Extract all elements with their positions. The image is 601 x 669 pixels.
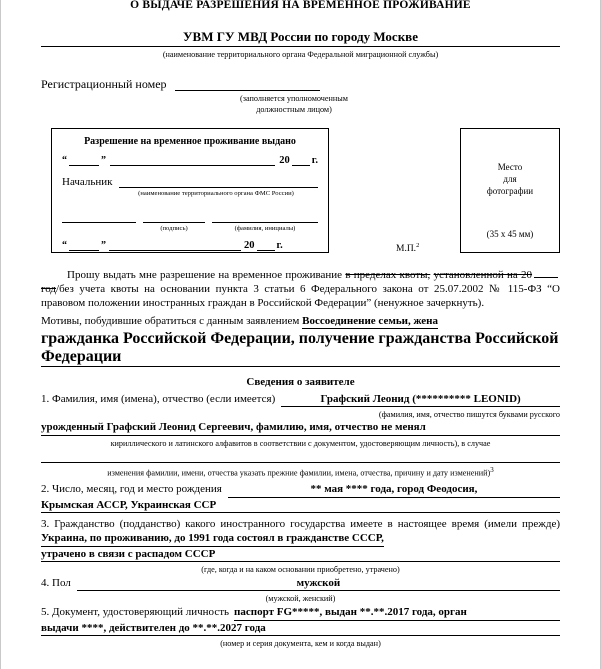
request-part1: Прошу выдать мне разрешение на временное проживание [67, 269, 343, 281]
item-birth-label: Число, месяц, год и место рождения [52, 483, 222, 496]
request-paragraph [41, 266, 560, 311]
registration-number-row [41, 77, 560, 91]
signature-row [62, 211, 318, 223]
signature-caption: (подпись) [160, 225, 188, 232]
photo-placeholder-box [460, 128, 560, 253]
item-birth-row [41, 482, 560, 497]
photo-size-label: (35 х 45 мм) [486, 229, 534, 239]
item-full-name-value-line2[interactable]: урожденный Графский Леонид Сергеевич, фамилию, имя, отчество не менял [41, 420, 560, 435]
item-birth [41, 482, 560, 513]
stamp-place-text: М.П. [396, 244, 417, 254]
motives-value-line2[interactable]: гражданка Российской Федерации, получение гражданства Российской Федерации [41, 330, 559, 366]
organization-caption: (наименование территориального органа Федеральной миграционной службы) [162, 50, 439, 59]
item-identity-document-value-line2[interactable]: выдачи ****, действителен до **.**.2027 года [41, 621, 560, 636]
item-full-name-caption3 [41, 465, 560, 479]
registration-number-input[interactable] [175, 77, 320, 91]
motives-value-line1[interactable]: Воссоединение семьи, жена [302, 314, 438, 330]
item-full-name-caption3-sup: 3 [490, 465, 494, 474]
request-struck-quota: в пределах квоты, [345, 269, 431, 281]
motives-row [41, 314, 560, 330]
registration-number-caption [194, 93, 394, 115]
item-birth-value-line2[interactable]: Крымская АССР, Украинская ССР [41, 498, 560, 513]
page-title: О ВЫДАЧЕ РАЗРЕШЕНИЯ НА ВРЕМЕННОЕ ПРОЖИВАНИЕ [130, 0, 471, 11]
permit-month-input-2[interactable] [109, 239, 241, 251]
item-citizenship-value-line2[interactable]: утрачено в связи с распадом СССР [41, 547, 560, 562]
request-struck-established: установленной на 20 [433, 269, 533, 281]
item-sex-number: 4. [41, 576, 50, 589]
signature-input[interactable] [143, 211, 205, 223]
permit-day-input-2[interactable] [69, 239, 99, 251]
stamp-place-footnote: 2 [416, 241, 420, 249]
item-full-name-caption1: (фамилия, имя, отчество пишутся буквами русского [378, 410, 560, 420]
signature-blank-caption [62, 224, 136, 233]
photo-label-line1: Место [497, 162, 523, 172]
permit-day-input[interactable] [69, 154, 99, 166]
item-citizenship-label: Гражданство (подданство) какого иностранного государства имеете в настоящее время (имели прежде) [54, 518, 560, 531]
item-identity-document-label: Документ, удостоверяющий личность [52, 606, 230, 619]
stamp-place-mark [396, 242, 419, 254]
chief-org-caption: (наименование территориального органа ФМС России) [138, 190, 294, 197]
signer-name-caption: (фамилия, инициалы) [234, 225, 296, 232]
item-sex-row [41, 576, 560, 591]
permit-year-suffix: г. [311, 155, 318, 166]
item-sex-caption: (мужской, женский) [265, 594, 336, 604]
chief-label: Начальник [62, 176, 113, 188]
quote-open-icon: “ [62, 155, 67, 166]
permit-second-date-row [62, 239, 318, 251]
registration-number-label: Регистрационный номер [41, 77, 167, 91]
item-full-name-row [41, 392, 560, 407]
item-citizenship-number: 3. [41, 518, 50, 531]
permit-issue-date-row [62, 154, 318, 166]
permit-year-suffix-2: г. [276, 240, 283, 251]
item-full-name-label: Фамилия, имя (имена), отчество (если имеется) [52, 393, 276, 406]
quote-open-icon-2: “ [62, 240, 67, 251]
item-identity-document [41, 605, 560, 649]
request-part2: /без учета квоты на основании пункта 3 статьи 6 Федерального закона от 25.07.2002 № 115-ФЗ “О правовом положении иностранных граждан в Российской Федерации” (ненужное зачеркнуть). [41, 283, 560, 310]
chief-org-input[interactable] [119, 175, 318, 188]
item-sex-label: Пол [52, 576, 71, 589]
item-full-name-extra-line[interactable] [41, 449, 560, 463]
item-citizenship-value[interactable]: Украина, по проживанию, до 1991 года состоял в гражданстве СССР, [41, 531, 384, 546]
item-sex-value[interactable]: мужской [77, 576, 560, 591]
item-citizenship [41, 517, 560, 575]
permit-year-input[interactable] [292, 154, 310, 166]
item-full-name-caption2: кириллического и латинского алфавитов в соответствии с документом, удостоверяющим личность), в случае [110, 438, 491, 448]
quote-close-icon-2: ” [101, 240, 106, 251]
item-full-name-value[interactable]: Графский Леонид (********** LEONID) [281, 392, 560, 407]
item-full-name-caption3-text: изменения фамилии, имени, отчества указать прежние фамилии, имена, отчества, причину и дату изменений) [107, 468, 491, 478]
photo-label-line3: фотографии [486, 186, 534, 196]
permit-box-title: Разрешение на временное проживание выдано [84, 136, 296, 147]
organization-name: УВМ ГУ МВД России по городу Москве [41, 29, 560, 47]
permit-month-input[interactable] [110, 154, 275, 166]
request-struck-year: год [41, 283, 57, 296]
quote-close-icon: ” [101, 155, 106, 166]
item-birth-value[interactable]: ** мая **** года, город Феодосия, [228, 482, 560, 497]
permit-photo-band [41, 128, 560, 258]
item-identity-document-value[interactable]: паспорт FG*****, выдан **.**.2017 года, орган [234, 605, 560, 620]
permit-year-prefix: 20 [279, 155, 290, 166]
registration-caption-line2: должностным лицом) [256, 105, 332, 114]
motives-label: Мотивы, побудившие обратиться с данным заявлением [41, 314, 300, 327]
item-full-name [41, 392, 560, 478]
permit-year-input-2[interactable] [257, 239, 275, 251]
item-full-name-number: 1. [41, 393, 50, 406]
signature-blank-input[interactable] [62, 211, 136, 223]
permit-year-prefix-2: 20 [244, 240, 255, 251]
signer-name-input[interactable] [212, 211, 318, 223]
permit-issued-box [51, 128, 329, 253]
item-identity-document-row [41, 605, 560, 620]
item-birth-number: 2. [41, 483, 50, 496]
item-citizenship-text [41, 517, 560, 547]
photo-label-line2: для [503, 174, 517, 184]
quota-year-input[interactable] [534, 266, 558, 278]
registration-caption-line1: (заполняется уполномоченным [240, 94, 348, 103]
item-citizenship-caption: (где, когда и на каком основании приобретено, утрачено) [201, 564, 400, 574]
item-identity-document-caption: (номер и серия документа, кем и когда выдан) [220, 638, 381, 648]
applicant-section-heading: Сведения о заявителе [246, 376, 355, 389]
item-sex [41, 576, 560, 604]
chief-row [62, 175, 318, 188]
item-identity-document-number: 5. [41, 606, 50, 619]
signature-captions [62, 224, 318, 233]
